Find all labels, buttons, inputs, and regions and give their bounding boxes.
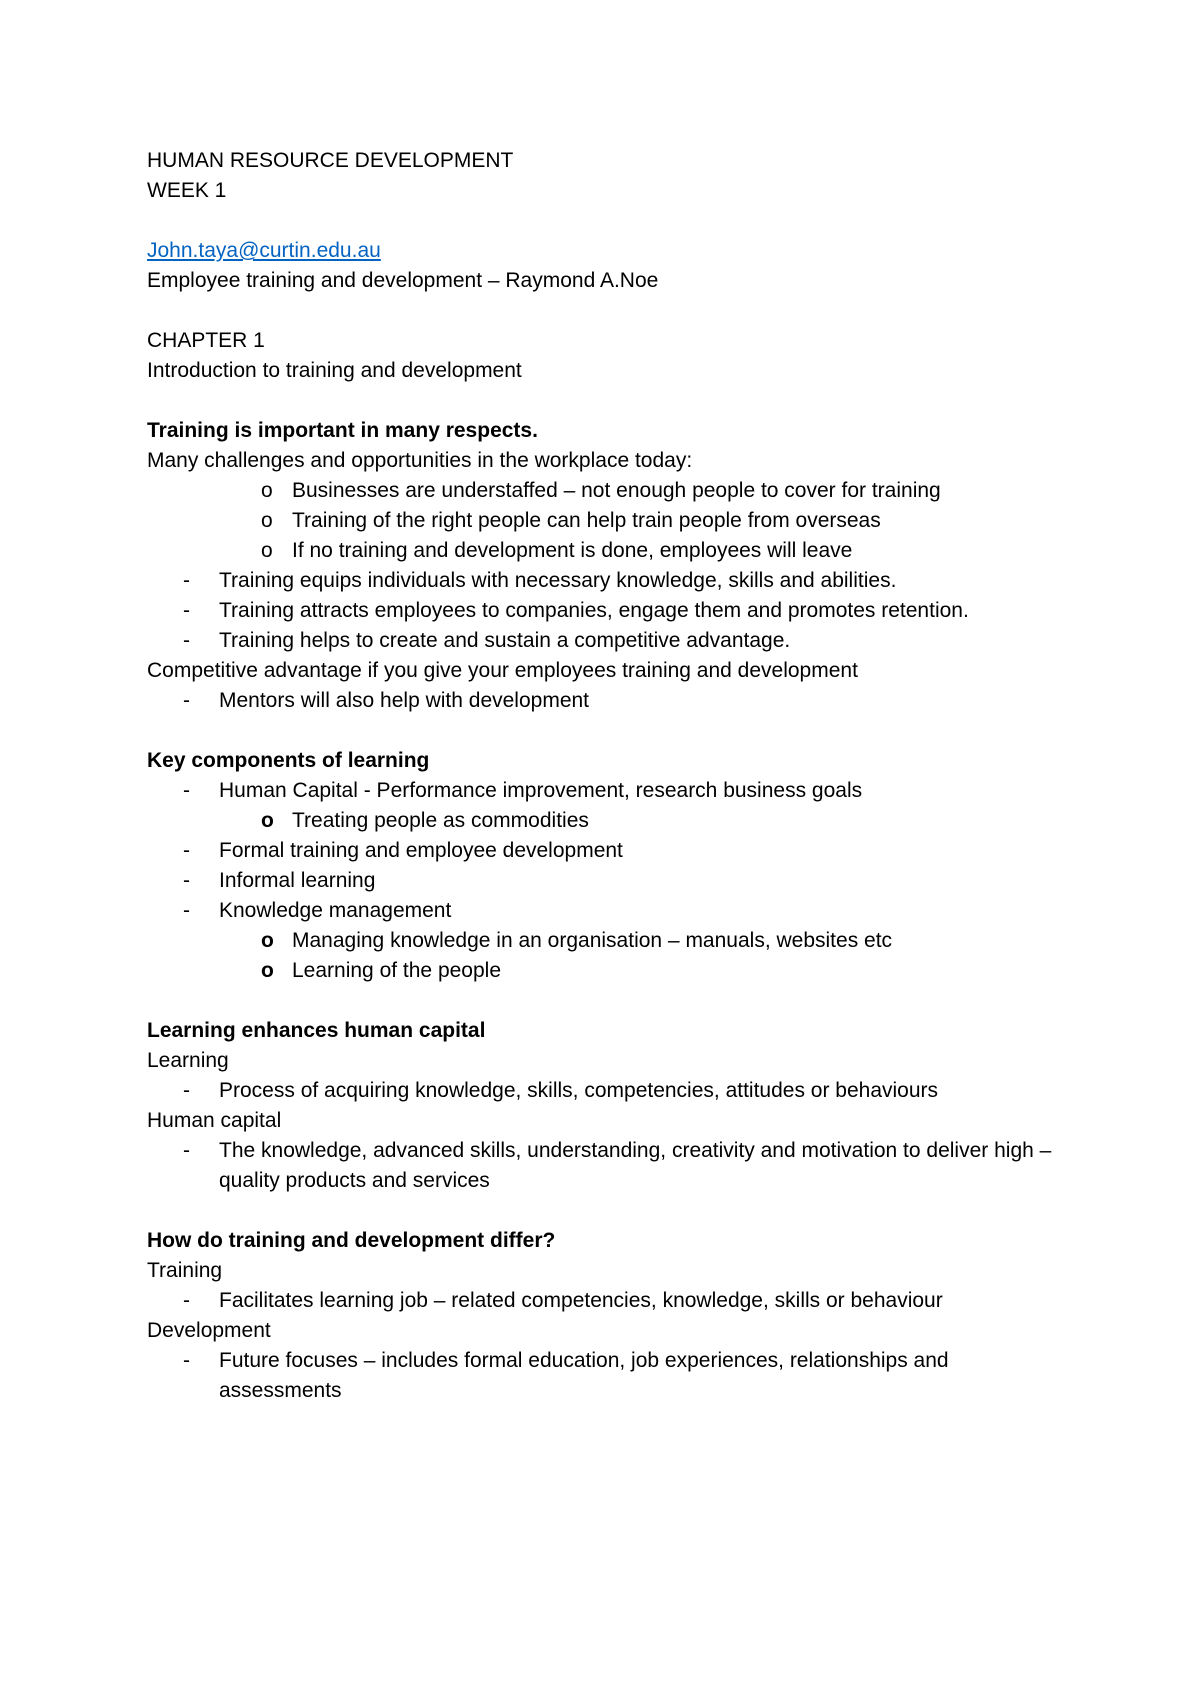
chapter-title: Introduction to training and development bbox=[147, 359, 522, 382]
circle-bullet-icon: o bbox=[261, 929, 274, 952]
circle-bullet-icon: o bbox=[261, 479, 273, 502]
document-title: HUMAN RESOURCE DEVELOPMENT bbox=[147, 149, 514, 172]
spacer bbox=[147, 716, 1067, 746]
email-link[interactable]: John.taya@curtin.edu.au bbox=[147, 239, 381, 262]
textbook-reference: Employee training and development – Raymond A.Noe bbox=[147, 269, 659, 292]
list-item-text: Treating people as commodities bbox=[292, 809, 589, 832]
list-item bbox=[147, 836, 1067, 866]
term-label: Human capital bbox=[147, 1109, 282, 1132]
dash-bullet-icon: - bbox=[183, 1349, 190, 1372]
section-heading: How do training and development differ? bbox=[147, 1229, 556, 1252]
section-note: Competitive advantage if you give your employees training and development bbox=[147, 659, 858, 682]
list-item-text: The knowledge, advanced skills, understanding, creativity and motivation to deliver high – quality products and services bbox=[219, 1139, 1052, 1192]
dash-bullet-icon: - bbox=[183, 839, 190, 862]
list-item-text: Informal learning bbox=[219, 869, 376, 892]
list-item bbox=[147, 1286, 1067, 1316]
list-item bbox=[147, 776, 1067, 806]
list-item-text: Training helps to create and sustain a competitive advantage. bbox=[219, 629, 791, 652]
circle-bullet-icon: o bbox=[261, 959, 274, 982]
list-item bbox=[147, 1076, 1067, 1106]
spacer bbox=[147, 386, 1067, 416]
list-item-text: Training equips individuals with necessary knowledge, skills and abilities. bbox=[219, 569, 897, 592]
dash-bullet-icon: - bbox=[183, 599, 190, 622]
list-item bbox=[147, 896, 1067, 926]
list-item bbox=[147, 866, 1067, 896]
dash-bullet-icon: - bbox=[183, 779, 190, 802]
list-item-text: Training of the right people can help train people from overseas bbox=[292, 509, 881, 532]
list-item-text: Facilitates learning job – related competencies, knowledge, skills or behaviour bbox=[219, 1289, 943, 1312]
term-label: Development bbox=[147, 1319, 271, 1342]
list-item bbox=[147, 476, 1067, 506]
spacer bbox=[147, 1196, 1067, 1226]
list-item-text: If no training and development is done, employees will leave bbox=[292, 539, 853, 562]
section-heading: Training is important in many respects. bbox=[147, 419, 538, 442]
list-item bbox=[147, 536, 1067, 566]
dash-bullet-icon: - bbox=[183, 869, 190, 892]
circle-bullet-icon: o bbox=[261, 809, 274, 832]
list-item bbox=[147, 1346, 1069, 1406]
list-item bbox=[147, 566, 1067, 596]
list-item-text: Managing knowledge in an organisation – manuals, websites etc bbox=[292, 929, 893, 952]
list-item-text: Formal training and employee development bbox=[219, 839, 623, 862]
list-item-text: Human Capital - Performance improvement, research business goals bbox=[219, 779, 863, 802]
list-item bbox=[147, 506, 1067, 536]
spacer bbox=[147, 986, 1067, 1016]
list-item bbox=[147, 956, 1067, 986]
dash-bullet-icon: - bbox=[183, 569, 190, 592]
list-item-text: Learning of the people bbox=[292, 959, 502, 982]
list-item-text: Mentors will also help with development bbox=[219, 689, 590, 712]
list-item bbox=[147, 686, 1067, 716]
list-item bbox=[147, 926, 1067, 956]
list-item bbox=[147, 626, 1067, 656]
list-item bbox=[147, 1136, 1069, 1196]
email-line bbox=[147, 236, 1067, 266]
list-item-text: Training attracts employees to companies, engage them and promotes retention. bbox=[219, 599, 969, 622]
spacer bbox=[147, 206, 1067, 236]
circle-bullet-icon: o bbox=[261, 509, 273, 532]
list-item bbox=[147, 806, 1067, 836]
dash-bullet-icon: - bbox=[183, 629, 190, 652]
section-intro: Many challenges and opportunities in the workplace today: bbox=[147, 449, 693, 472]
circle-bullet-icon: o bbox=[261, 539, 273, 562]
document-body bbox=[147, 146, 1067, 1406]
section-heading: Key components of learning bbox=[147, 749, 430, 772]
spacer bbox=[147, 296, 1067, 326]
dash-bullet-icon: - bbox=[183, 899, 190, 922]
list-item-text: Knowledge management bbox=[219, 899, 452, 922]
dash-bullet-icon: - bbox=[183, 1289, 190, 1312]
section-heading: Learning enhances human capital bbox=[147, 1019, 486, 1042]
term-label: Training bbox=[147, 1259, 223, 1282]
week-label: WEEK 1 bbox=[147, 179, 227, 202]
term-label: Learning bbox=[147, 1049, 229, 1072]
dash-bullet-icon: - bbox=[183, 1139, 190, 1162]
dash-bullet-icon: - bbox=[183, 689, 190, 712]
dash-bullet-icon: - bbox=[183, 1079, 190, 1102]
list-item-text: Process of acquiring knowledge, skills, competencies, attitudes or behaviours bbox=[219, 1079, 939, 1102]
list-item-text: Businesses are understaffed – not enough people to cover for training bbox=[292, 479, 941, 502]
list-item bbox=[147, 596, 1067, 626]
list-item-text: Future focuses – includes formal education, job experiences, relationships and assessments bbox=[219, 1349, 949, 1402]
chapter-label: CHAPTER 1 bbox=[147, 329, 265, 352]
